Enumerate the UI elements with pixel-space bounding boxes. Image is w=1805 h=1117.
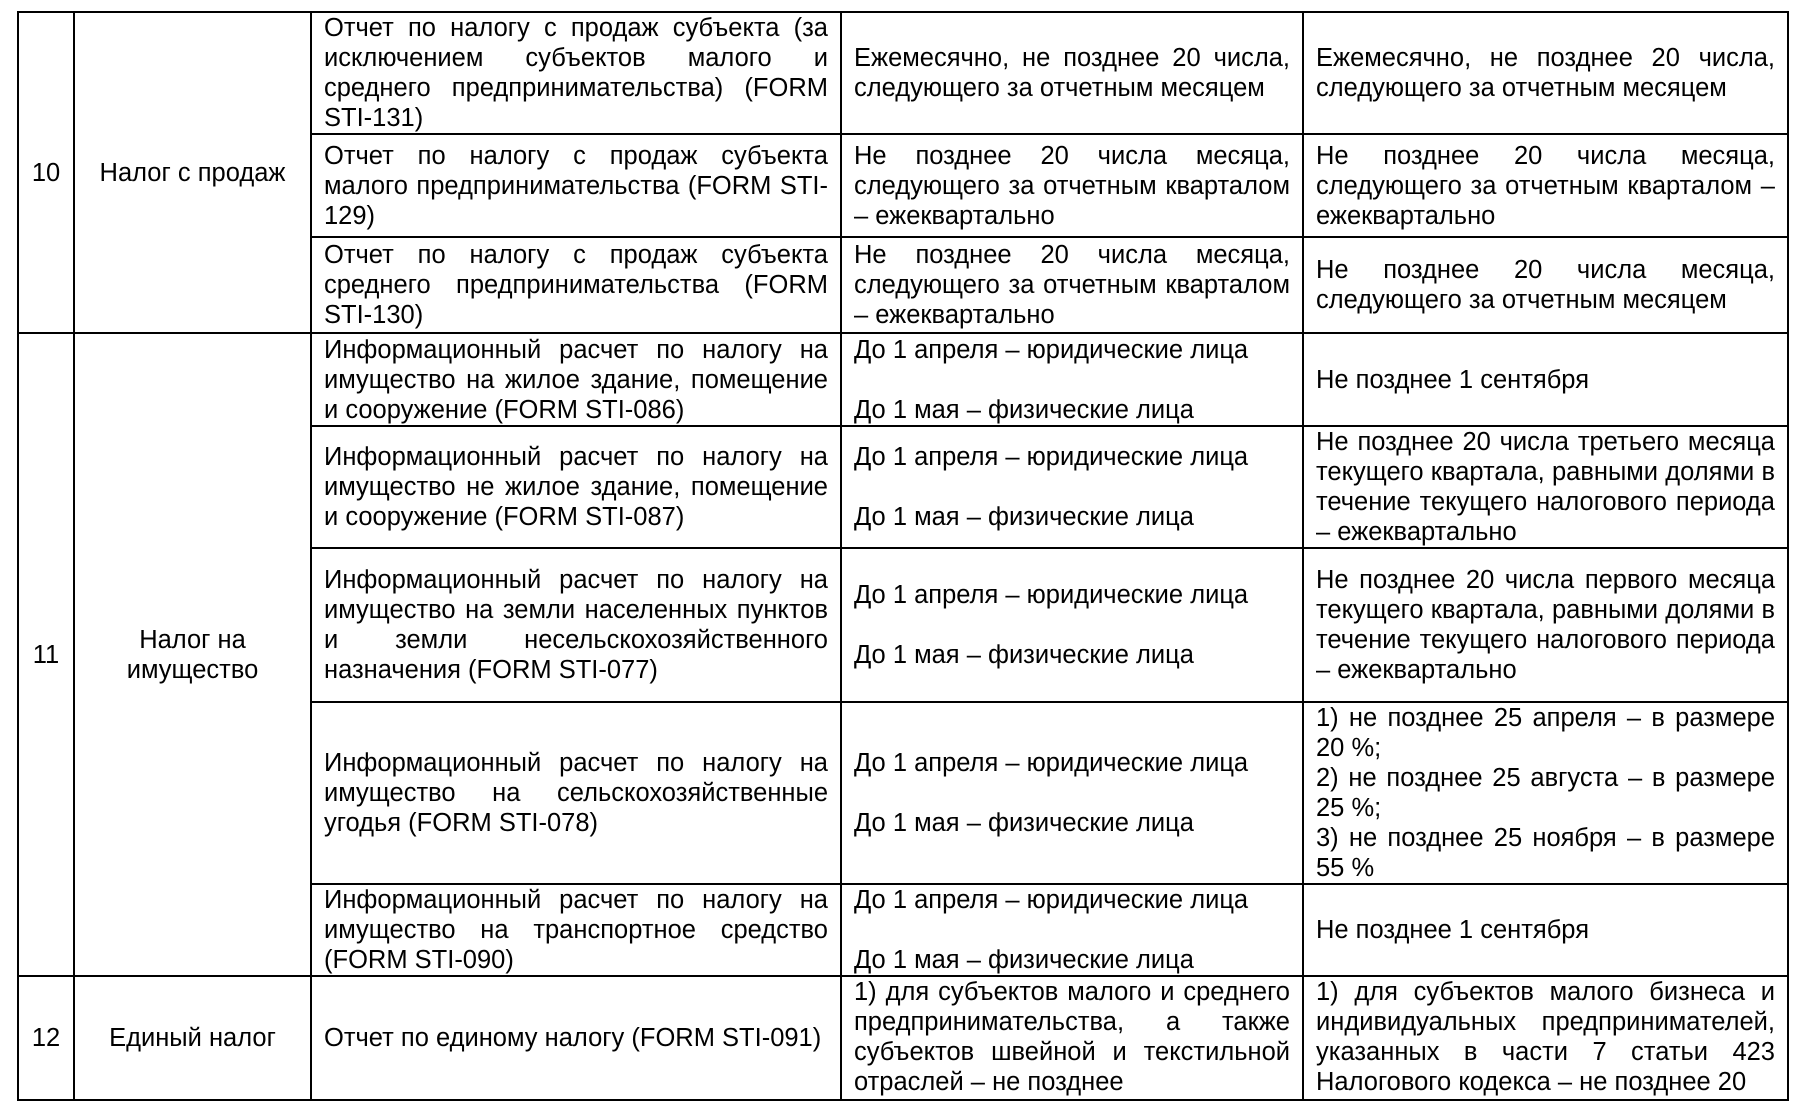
filing-deadline (841, 426, 1303, 548)
payment-installment: 2) не позднее 25 августа – в размере 25 %; (1316, 764, 1775, 822)
filing-deadline (841, 333, 1303, 426)
payment-deadline: Не позднее 20 числа первого месяца текущего квартала, равными долями в течение текущего налогового периода – ежеквартально (1303, 548, 1788, 702)
filing-deadline-legal: До 1 апреля – юридические лица (854, 749, 1249, 777)
row-number: 12 (18, 976, 74, 1100)
report-form: Отчет по налогу с продаж субъекта среднего предпринимательства (FORM STI-130) (311, 237, 841, 333)
report-form: Информационный расчет по налогу на имущество на транспортное средство (FORM STI-090) (311, 884, 841, 976)
table-row (18, 976, 1788, 1100)
row-number: 10 (18, 12, 74, 333)
filing-deadline-legal: До 1 апреля – юридические лица (854, 335, 1249, 364)
report-form: Отчет по налогу с продаж субъекта малого предпринимательства (FORM STI-129) (311, 134, 841, 237)
filing-deadline (841, 548, 1303, 702)
filing-deadline (841, 884, 1303, 976)
report-form: Отчет по налогу с продаж субъекта (за исключением субъектов малого и среднего предпринимательства) (FORM STI-131) (311, 12, 841, 134)
payment-deadline: Не позднее 1 сентября (1303, 333, 1788, 426)
filing-deadline-individual: До 1 мая – физические лица (854, 809, 1194, 837)
report-form: Отчет по единому налогу (FORM STI-091) (311, 976, 841, 1100)
report-form: Информационный расчет по налогу на имущество на жилое здание, помещение и сооружение (FORM STI-086) (311, 333, 841, 426)
filing-deadline (841, 702, 1303, 884)
filing-deadline-legal: До 1 апреля – юридические лица (854, 443, 1249, 471)
table-row (18, 12, 1788, 134)
filing-deadline-legal: До 1 апреля – юридические лица (854, 581, 1249, 609)
payment-installment: 3) не позднее 25 ноября – в размере 55 % (1316, 824, 1775, 882)
filing-deadline-individual: До 1 мая – физические лица (854, 395, 1194, 424)
payment-deadline: Не позднее 1 сентября (1303, 884, 1788, 976)
report-form: Информационный расчет по налогу на имущество на сельскохозяйственные угодья (FORM STI-078) (311, 702, 841, 884)
filing-deadline: 1) для субъектов малого и среднего предпринимательства, а также субъектов швейной и текстильной отраслей – не позднее (841, 976, 1303, 1100)
report-form: Информационный расчет по налогу на имущество на земли населенных пунктов и земли несельскохозяйственного назначения (FORM STI-077) (311, 548, 841, 702)
payment-deadline (1303, 702, 1788, 884)
payment-deadline: Ежемесячно, не позднее 20 числа, следующего за отчетным месяцем (1303, 12, 1788, 134)
payment-deadline: Не позднее 20 числа месяца, следующего за отчетным кварталом – ежеквартально (1303, 134, 1788, 237)
filing-deadline: Не позднее 20 числа месяца, следующего за отчетным кварталом – ежеквартально (841, 134, 1303, 237)
payment-deadline: Не позднее 20 числа месяца, следующего за отчетным месяцем (1303, 237, 1788, 333)
filing-deadline: Не позднее 20 числа месяца, следующего за отчетным кварталом – ежеквартально (841, 237, 1303, 333)
filing-deadline-individual: До 1 мая – физические лица (854, 946, 1194, 974)
filing-deadline-legal: До 1 апреля – юридические лица (854, 886, 1249, 914)
filing-deadline: Ежемесячно, не позднее 20 числа, следующего за отчетным месяцем (841, 12, 1303, 134)
payment-deadline: 1) для субъектов малого бизнеса и индивидуальных предпринимателей, указанных в части 7 статьи 423 Налогового кодекса – не позднее 20 (1303, 976, 1788, 1100)
tax-name: Единый налог (74, 976, 311, 1100)
tax-name: Налог с продаж (74, 12, 311, 333)
tax-reporting-table (17, 11, 1789, 1101)
report-form: Информационный расчет по налогу на имущество не жилое здание, помещение и сооружение (FORM STI-087) (311, 426, 841, 548)
row-number: 11 (18, 333, 74, 976)
table-row (18, 333, 1788, 426)
tax-name: Налог на имущество (74, 333, 311, 976)
filing-deadline-individual: До 1 мая – физические лица (854, 641, 1194, 669)
payment-deadline: Не позднее 20 числа третьего месяца текущего квартала, равными долями в течение текущего налогового периода – ежеквартально (1303, 426, 1788, 548)
payment-installment: 1) не позднее 25 апреля – в размере 20 %; (1316, 704, 1775, 762)
filing-deadline-individual: До 1 мая – физические лица (854, 503, 1194, 531)
